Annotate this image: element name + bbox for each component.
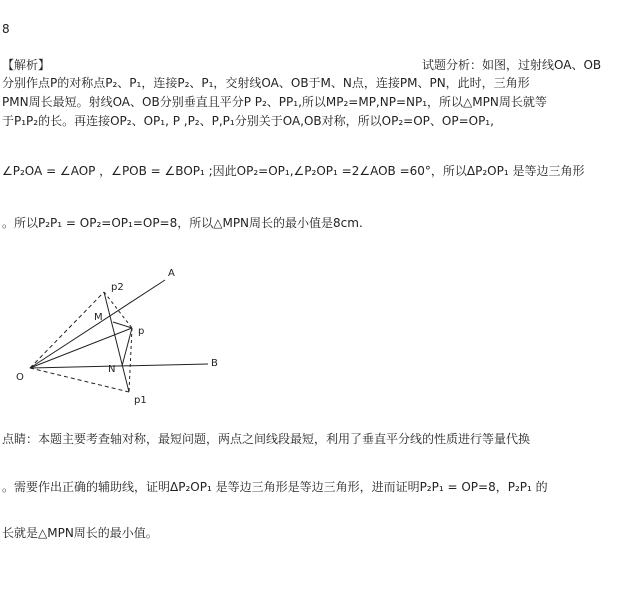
analysis-line-1: 试题分析：如图，过射线OA、OB [422,58,602,72]
label-b: B [211,358,218,369]
ray-oa [30,280,165,368]
analysis-label: 【解析】 [2,58,51,72]
analysis-line-4: 于P₁P₂的长。再连接OP₂、OP₁, P ,P₂、P,P₁分别关于OA,OB对称，所以OP₂=OP、OP=OP₁, [2,114,494,128]
question-number: 8 [2,22,10,36]
label-p: p [138,326,145,337]
analysis-line-5: ∠P₂OA = ∠AOP ，∠POB = ∠BOP₁ ;因此OP₂=OP₁,∠P₂OP₁ =2∠AOB =60°，所以ΔP₂OP₁ 是等边三角形 [2,164,585,178]
analysis-line-2: 分别作点P的对称点P₂、P₁，连接P₂、P₁，交射线OA、OB于M、N点，连接PM、PN，此时，三角形 [2,76,530,90]
analysis-line-6: 。所以P₂P₁ = OP₂=OP₁=OP=8，所以△MPN周长的最小值是8cm. [2,216,363,230]
label-o: O [16,372,24,383]
ray-ob [30,364,208,368]
analysis-line-3: PMN周长最短。射线OA、OB分别垂直且平分P P₂、PP₁,所以MP₂=MP,NP=NP₁，所以△MPN周长就等 [2,95,547,109]
label-m: M [94,312,103,323]
comment-line-2: 。需要作出正确的辅助线，证明ΔP₂OP₁ 是等边三角形是等边三角形，进而证明P₂P₁ = OP=8，P₂P₁ 的 [2,480,548,494]
segment-p2-p1 [104,292,129,392]
comment-line-1: 点睛：本题主要考查轴对称，最短问题，两点之间线段最短，利用了垂直平分线的性质进行等量代换 [2,432,531,446]
label-p1: p1 [134,395,147,406]
comment-line-3: 长就是△MPN周长的最小值。 [2,526,158,540]
label-p2: p2 [111,282,124,293]
dashed-op2 [30,292,104,368]
geometry-figure [8,262,248,422]
segment-op [30,328,132,368]
segment-pm [113,322,132,328]
label-a: A [168,268,175,279]
label-n: N [108,364,116,375]
